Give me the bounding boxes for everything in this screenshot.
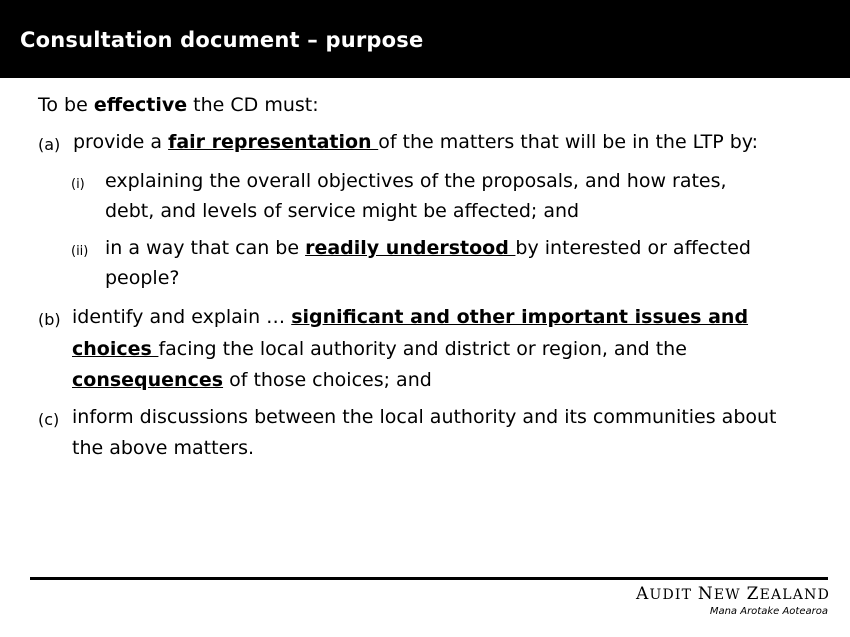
item-a-ii-marker: (ii) — [71, 244, 89, 259]
item-a-i-marker: (i) — [71, 177, 85, 192]
item-c-line-1: inform discussions between the local authority and its communities about — [72, 406, 777, 428]
logo-letter-a: A — [635, 584, 650, 604]
item-a-ii-line-2: people? — [105, 267, 180, 289]
item-b-marker: (b) — [38, 310, 61, 329]
item-b-emphasis-3: consequences — [72, 369, 224, 391]
item-c-marker: (c) — [38, 410, 60, 429]
item-b-emphasis-2: choices — [72, 338, 159, 360]
logo-word-ew: EW — [713, 587, 747, 603]
item-a-text: provide a — [73, 131, 169, 153]
item-b-line-2 — [72, 338, 687, 360]
item-b-text-2: facing the local authority and district or region, and the — [158, 338, 687, 360]
intro-text: To be — [38, 94, 94, 116]
item-a-marker: (a) — [38, 135, 61, 154]
intro-line — [38, 94, 319, 116]
logo-tagline: Mana Arotake Aotearoa — [709, 606, 828, 617]
item-b-line-1 — [72, 306, 748, 328]
item-a-i-line-1: explaining the overall objectives of the proposals, and how rates, — [105, 170, 727, 192]
item-b-emphasis-1: significant and other important issues and — [291, 306, 749, 328]
item-b-text: identify and explain … — [72, 306, 292, 328]
item-a-text-end: of the matters that will be in the LTP by: — [378, 131, 759, 153]
item-b-line-3 — [72, 369, 432, 391]
item-a-emphasis: fair representation — [168, 131, 379, 153]
intro-text-end: the CD must: — [187, 94, 319, 116]
item-a-i-line-2: debt, and levels of service might be affected; and — [105, 200, 580, 222]
item-a-line — [73, 131, 758, 153]
slide-title: Consultation document – purpose — [20, 28, 424, 52]
logo-letter-z: Z — [746, 584, 760, 604]
title-bar — [0, 0, 850, 78]
item-a-ii-emphasis: readily understood — [305, 237, 516, 259]
item-a-ii-text: in a way that can be — [105, 237, 306, 259]
intro-emphasis: effective — [93, 94, 188, 116]
footer-divider — [30, 577, 828, 580]
item-a-ii-text-end: by interested or affected — [515, 237, 751, 259]
logo-word-udit: UDIT — [649, 587, 698, 603]
item-c-line-2: the above matters. — [72, 437, 255, 459]
logo-word-ealand: EALAND — [759, 587, 830, 603]
item-b-text-3: of those choices; and — [223, 369, 432, 391]
item-a-ii-line-1 — [105, 237, 751, 259]
audit-nz-logo — [636, 584, 830, 604]
logo-letter-n: N — [697, 584, 714, 604]
